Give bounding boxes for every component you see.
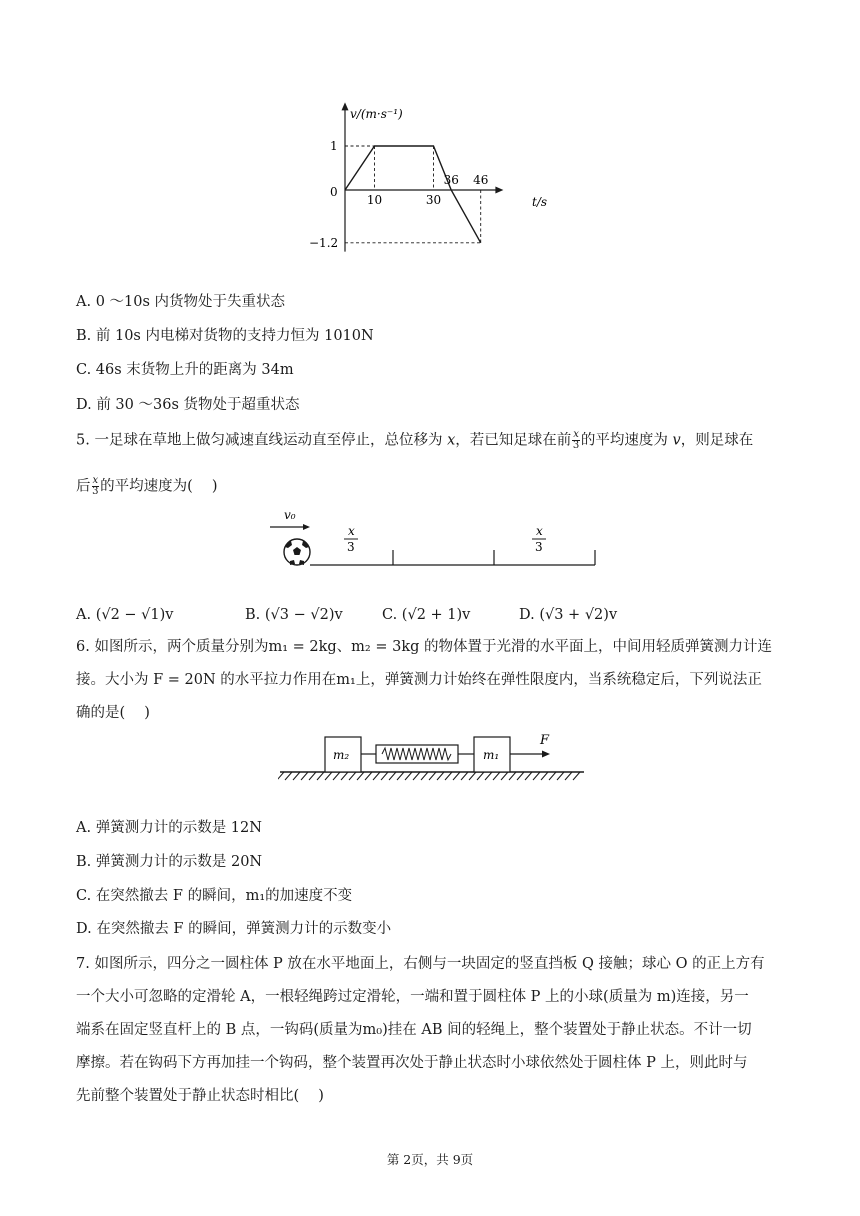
- y-tick-label: 0: [330, 185, 338, 199]
- x-tick-label: 30: [425, 193, 442, 207]
- hatch-stroke: [405, 772, 412, 780]
- y-tick-label: −1.2: [309, 235, 339, 250]
- hatch-stroke: [381, 772, 388, 780]
- hatch-stroke: [333, 772, 340, 780]
- segment-left-num: x: [348, 524, 355, 538]
- q4-option-c: C. 46s 末货物上升的距离为 34m: [76, 362, 294, 378]
- hatch-stroke: [309, 772, 316, 780]
- q6-stem-line1: 6. 如图所示，两个质量分别为m₁ = 2kg、m₂ = 3kg 的物体置于光滑的水平面上，中间用轻质弹簧测力计连: [76, 639, 772, 655]
- hatch-stroke: [429, 772, 436, 780]
- block-m1-label: m₁: [483, 748, 500, 762]
- hatch-stroke: [541, 772, 548, 780]
- x-tick-label: 46: [473, 173, 489, 187]
- q5-option-a: A. (√2 − √1)v: [76, 607, 174, 623]
- hatch-stroke: [549, 772, 556, 780]
- q6-option-c: C. 在突然撤去 F 的瞬间，m₁的加速度不变: [76, 888, 353, 904]
- segment-right-den: 3: [535, 540, 543, 554]
- hatch-stroke: [437, 772, 444, 780]
- q5-stem-line1: 5. 一足球在草地上做匀减速直线运动直至停止，总位移为 x，若已知足球在前 $\frac{x}{3}$ 的平均速度为 v，则足球在: [76, 429, 754, 451]
- hatch-stroke: [413, 772, 420, 780]
- hatch-stroke: [533, 772, 540, 780]
- block-m2-label: m₂: [333, 748, 350, 762]
- hatch-stroke: [293, 772, 300, 780]
- hatch-stroke: [493, 772, 500, 780]
- q5-option-c: C. (√2 + 1)v: [382, 607, 471, 623]
- hatch-stroke: [469, 772, 476, 780]
- velocity-series-line: [345, 146, 481, 243]
- hatch-stroke: [557, 772, 564, 780]
- hatch-stroke: [477, 772, 484, 780]
- q6-option-d: D. 在突然撤去 F 的瞬间，弹簧测力计的示数变小: [76, 921, 392, 937]
- x-tick-label: 36: [443, 173, 459, 187]
- x-axis-label: t/s: [532, 195, 548, 209]
- hatch-stroke: [365, 772, 372, 780]
- hatch-stroke: [509, 772, 516, 780]
- hatch-stroke: [285, 772, 292, 780]
- segment-left-den: 3: [347, 540, 355, 554]
- q6-stem-line3: 确的是( ): [76, 705, 150, 721]
- q6-option-a: A. 弹簧测力计的示数是 12N: [76, 820, 262, 836]
- hatch-stroke: [389, 772, 396, 780]
- fraction: $\frac{x}{3}$: [92, 475, 99, 497]
- hatch-stroke: [357, 772, 364, 780]
- hatch-stroke: [517, 772, 524, 780]
- hatch-stroke: [341, 772, 348, 780]
- hatch-stroke: [397, 772, 404, 780]
- q4-option-b: B. 前 10s 内电梯对货物的支持力恒为 1010N: [76, 328, 374, 344]
- q7-stem-line3: 端系在固定竖直杆上的 B 点，一钩码(质量为m₀)挂在 AB 间的轻绳上，整个装置处于静止状态。不计一切: [76, 1022, 752, 1038]
- q7-stem-line2: 一个大小可忽略的定滑轮 A，一根轻绳跨过定滑轮，一端和置于圆柱体 P 上的小球(质量为 m)连接，另一: [76, 989, 749, 1005]
- fraction: $\frac{x}{3}$: [572, 429, 580, 451]
- q6-option-b: B. 弹簧测力计的示数是 20N: [76, 854, 263, 870]
- football-icon: [284, 539, 310, 565]
- hatch-stroke: [301, 772, 308, 780]
- q4-option-d: D. 前 30 ～36s 货物处于超重状态: [76, 397, 300, 413]
- q6-stem-line2: 接。大小为 F = 20N 的水平拉力作用在m₁上，弹簧测力计始终在弹性限度内，当系统稳定后，下列说法正: [76, 672, 762, 688]
- hatch-stroke: [573, 772, 580, 780]
- spring-scale-figure: [278, 728, 588, 784]
- hatch-stroke: [501, 772, 508, 780]
- hatch-stroke: [445, 772, 452, 780]
- x-tick-label: 10: [366, 193, 383, 207]
- page-footer: 第 2页，共 9页: [386, 1152, 474, 1167]
- v0-arrowhead: [303, 524, 310, 530]
- segment-right-num: x: [536, 524, 543, 538]
- hatch-stroke: [278, 772, 284, 780]
- q5-option-b: B. (√3 − √2)v: [245, 607, 343, 623]
- x-axis-arrowhead: [495, 187, 503, 194]
- hatch-stroke: [317, 772, 324, 780]
- hatch-stroke: [421, 772, 428, 780]
- hatch-stroke: [485, 772, 492, 780]
- hatch-stroke: [325, 772, 332, 780]
- q7-stem-line4: 摩擦。若在钩码下方再加挂一个钩码，整个装置再次处于静止状态时小球依然处于圆柱体 P 上，则此时与: [76, 1055, 748, 1071]
- hatch-stroke: [373, 772, 380, 780]
- q5-option-d: D. (√3 + √2)v: [519, 607, 618, 623]
- football-figure: [262, 505, 602, 575]
- v0-label: v₀: [284, 508, 296, 522]
- hatch-stroke: [461, 772, 468, 780]
- hatch-stroke: [565, 772, 572, 780]
- q7-stem-line5: 先前整个装置处于静止状态时相比( ): [76, 1088, 324, 1104]
- vt-graph: [300, 96, 570, 256]
- hatch-stroke: [349, 772, 356, 780]
- hatch-stroke: [525, 772, 532, 780]
- y-axis-label: v/(m·s⁻¹): [350, 107, 403, 121]
- ground-hatching: [278, 772, 580, 780]
- q7-stem-line1: 7. 如图所示，四分之一圆柱体 P 放在水平地面上，右侧与一块固定的竖直挡板 Q 接触；球心 O 的正上方有: [76, 956, 765, 972]
- y-tick-label: 1: [330, 139, 338, 153]
- q5-stem-line2: 后 $\frac{x}{3}$ 的平均速度为( ): [76, 475, 218, 497]
- force-label: F: [540, 733, 550, 748]
- force-arrowhead: [542, 751, 550, 758]
- y-axis-arrowhead: [342, 102, 349, 110]
- hatch-stroke: [453, 772, 460, 780]
- q4-option-a: A. 0 ～10s 内货物处于失重状态: [76, 294, 286, 310]
